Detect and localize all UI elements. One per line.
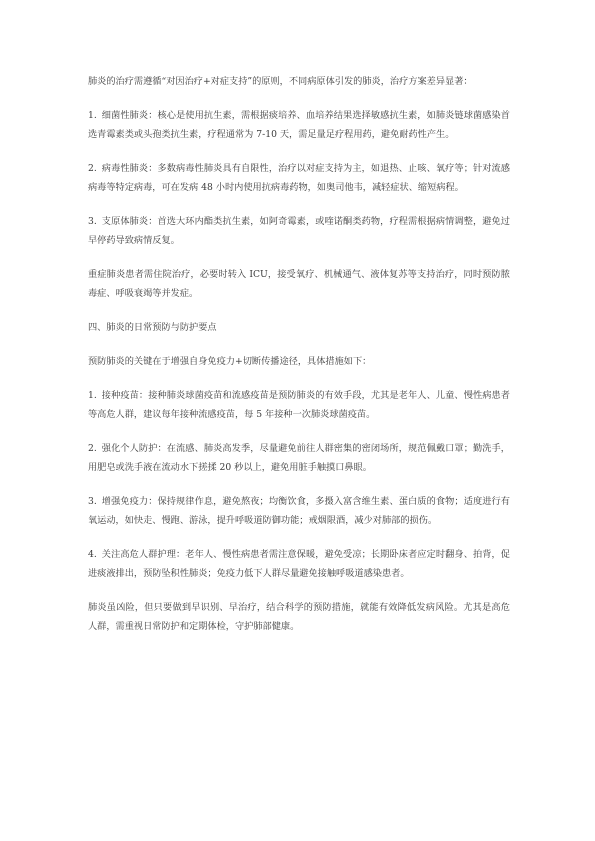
prevention-item-protection [88, 439, 510, 477]
severe-pneumonia-note: 重症肺炎患者需住院治疗，必要时转入 ICU，接受氧疗、机械通气、液体复苏等支持治疗，同时预防脓毒症、呼吸衰竭等并发症。 [88, 269, 510, 299]
list-number: 3. [88, 216, 97, 227]
section-heading: 四、肺炎的日常预防与防护要点 [88, 322, 217, 333]
list-text: 强化个人防护：在流感、肺炎高发季，尽量避免前往人群密集的密闭场所，规范佩戴口罩；勤洗手，用肥皂或洗手液在流动水下搓揉 20 秒以上，避免用脏手触摸口鼻眼。 [88, 443, 510, 473]
list-number: 2. [88, 443, 97, 454]
list-text: 增强免疫力：保持规律作息，避免熬夜；均衡饮食，多摄入富含维生素、蛋白质的食物；适度进行有氧运动，如快走、慢跑、游泳，提升呼吸道防御功能；戒烟限酒，减少对肺部的损伤。 [88, 496, 510, 526]
prevention-intro: 预防肺炎的关键在于增强自身免疫力+切断传播途径，具体措施如下： [88, 356, 372, 367]
list-number: 1. [88, 390, 97, 401]
document-body [88, 72, 510, 651]
treatment-item-bacterial [88, 106, 510, 144]
prevention-item-immunity [88, 492, 510, 530]
list-text: 细菌性肺炎：核心是使用抗生素，需根据痰培养、血培养结果选择敏感抗生素，如肺炎链球菌感染首选青霉素类或头孢类抗生素，疗程通常为 7-10 天，需足量足疗程用药，避免耐药性产生。 [88, 110, 510, 140]
treatment-item-viral [88, 159, 510, 197]
list-text: 病毒性肺炎：多数病毒性肺炎具有自限性，治疗以对症支持为主，如退热、止咳、氧疗等；针对流感病毒等特定病毒，可在发病 48 小时内使用抗病毒药物，如奥司他韦，减轻症状、缩短病程。 [88, 163, 510, 193]
list-number: 4. [88, 549, 97, 560]
conclusion: 肺炎虽凶险，但只要做到早识别、早治疗，结合科学的预防措施，就能有效降低发病风险。尤其是高危人群，需重视日常防护和定期体检，守护肺部健康。 [88, 602, 510, 632]
list-text: 支原体肺炎：首选大环内酯类抗生素，如阿奇霉素，或喹诺酮类药物，疗程需根据病情调整，避免过早停药导致病情反复。 [88, 216, 510, 246]
prevention-item-vaccine [88, 386, 510, 424]
list-number: 3. [88, 496, 97, 507]
list-number: 1. [88, 110, 97, 121]
treatment-intro: 肺炎的治疗需遵循“对因治疗+对症支持”的原则，不同病原体引发的肺炎，治疗方案差异显著： [88, 76, 473, 87]
prevention-item-high-risk [88, 545, 510, 583]
list-number: 2. [88, 163, 97, 174]
list-text: 关注高危人群护理：老年人、慢性病患者需注意保暖，避免受凉；长期卧床者应定时翻身、拍背，促进痰液排出，预防坠积性肺炎；免疫力低下人群尽量避免接触呼吸道感染患者。 [88, 549, 510, 579]
list-text: 接种疫苗：接种肺炎球菌疫苗和流感疫苗是预防肺炎的有效手段，尤其是老年人、儿童、慢性病患者等高危人群，建议每年接种流感疫苗，每 5 年接种一次肺炎球菌疫苗。 [88, 390, 510, 420]
treatment-item-mycoplasma [88, 212, 510, 250]
